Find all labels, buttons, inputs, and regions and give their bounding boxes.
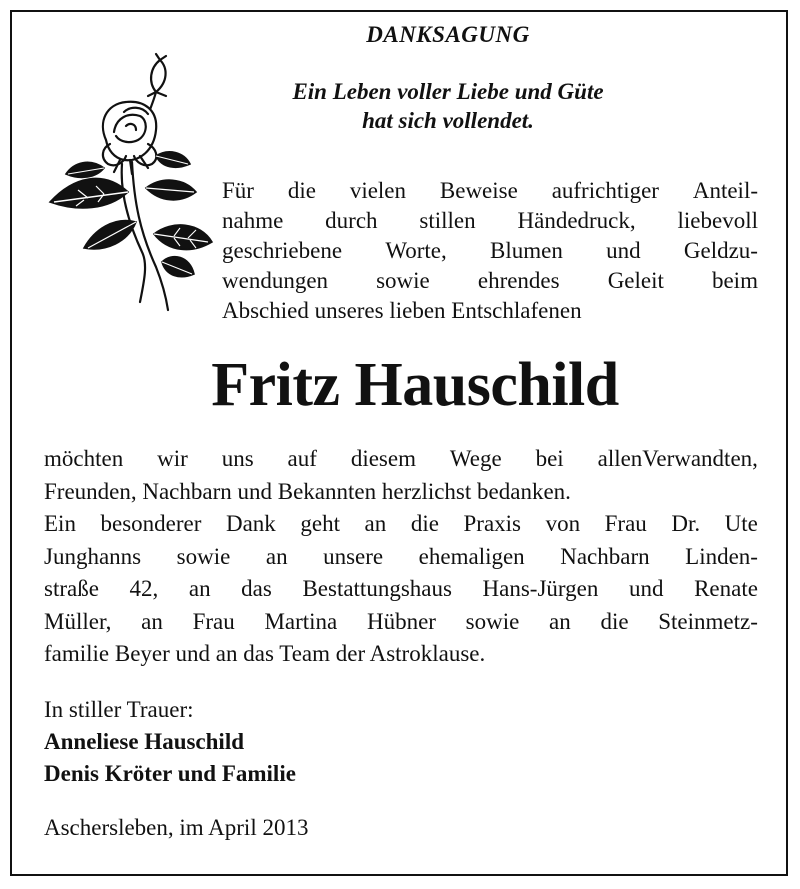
body-line (44, 541, 758, 574)
word: möchten (44, 446, 124, 471)
intro-line (222, 206, 758, 236)
word: an (549, 608, 571, 634)
word: Linden- (685, 543, 758, 569)
intro-line-last: Abschied unseres lieben Entschlafenen (222, 298, 582, 323)
word: Frau (192, 608, 235, 634)
word: Hans-Jürgen (482, 576, 599, 601)
word: Ute (724, 511, 758, 536)
word: Für (222, 178, 254, 203)
word: Bestattungshaus (302, 576, 452, 601)
word: an (188, 576, 211, 601)
word: an (364, 511, 387, 536)
word: an (141, 608, 163, 634)
word: die (410, 511, 439, 536)
word: Händedruck, (517, 208, 636, 233)
word: Müller, (44, 608, 112, 634)
word: Worte, (385, 238, 447, 263)
body-line (44, 573, 758, 606)
word: Martina (264, 608, 338, 634)
mourner-name: Anneliese Hauschild (44, 729, 245, 754)
intro-line (222, 266, 758, 296)
deceased-name: Fritz Hauschild (211, 351, 619, 419)
body-line (44, 508, 758, 541)
word: liebevoll (677, 208, 758, 233)
word: unsere (323, 543, 384, 569)
word: uns (221, 446, 254, 471)
word: Hübner (366, 608, 436, 634)
notice-heading: DANKSAGUNG (366, 22, 530, 47)
word: Ein (44, 511, 76, 536)
word: wendungen (222, 268, 329, 293)
word: nahme (222, 208, 284, 233)
word: Dank (225, 511, 276, 536)
word: ehrendes (477, 268, 560, 293)
word: vielen (349, 178, 407, 203)
word: und (606, 238, 641, 263)
word: die (287, 178, 316, 203)
word: sowie (176, 543, 231, 569)
word: Geldzu- (683, 238, 758, 263)
word: aufrichtiger (551, 178, 659, 203)
word: und (628, 576, 664, 601)
mourning-label: In stiller Trauer: (44, 697, 194, 722)
intro-line (222, 236, 758, 266)
mourner-family: Denis Kröter und Familie (44, 761, 296, 786)
word: Renate (694, 576, 758, 601)
word: besonderer (100, 511, 202, 536)
word: Praxis (463, 511, 521, 536)
word: Anteil- (692, 178, 758, 203)
word: von (545, 511, 581, 536)
mourning-block (44, 694, 296, 790)
word: Beweise (439, 178, 518, 203)
word: Geleit (607, 268, 664, 293)
thanks-paragraph (44, 443, 758, 671)
rose-illustration (44, 52, 214, 314)
word: ehemaligen (418, 543, 525, 569)
word: geschriebene (222, 238, 343, 263)
word: geht (300, 511, 340, 536)
word: das (241, 576, 272, 601)
intro-line (222, 176, 758, 206)
body-line (44, 606, 758, 639)
word: beim (711, 268, 758, 293)
word: stillen (419, 208, 476, 233)
word: bei (535, 446, 564, 471)
word: durch (325, 208, 378, 233)
word: diesem (350, 446, 416, 471)
word: Wege (449, 446, 502, 471)
intro-paragraph (222, 176, 758, 326)
word: Blumen (489, 238, 563, 263)
word: Steinmetz- (658, 608, 758, 634)
word: Dr. (671, 511, 701, 536)
word: Frau (604, 511, 647, 536)
word: an (265, 543, 288, 569)
body-line-last: familie Beyer und an das Team der Astroklause. (44, 641, 486, 666)
word: sowie (376, 268, 430, 293)
word: allenVerwandten, (597, 446, 758, 471)
word: 42, (129, 576, 159, 601)
word: auf (287, 446, 317, 471)
word: Junghanns (44, 543, 142, 569)
word: die (600, 608, 629, 634)
body-line (44, 443, 758, 476)
place-date: Aschersleben, im April 2013 (44, 815, 309, 840)
word: sowie (465, 608, 520, 634)
body-line: Freunden, Nachbarn und Bekannten herzlichst bedanken. (44, 478, 571, 504)
motto-line-1: Ein Leben voller Liebe und Güte (292, 79, 604, 104)
word: straße (44, 576, 99, 601)
word: Nachbarn (560, 543, 650, 569)
motto-line-2: hat sich vollendet. (362, 108, 534, 133)
word: wir (157, 446, 188, 471)
